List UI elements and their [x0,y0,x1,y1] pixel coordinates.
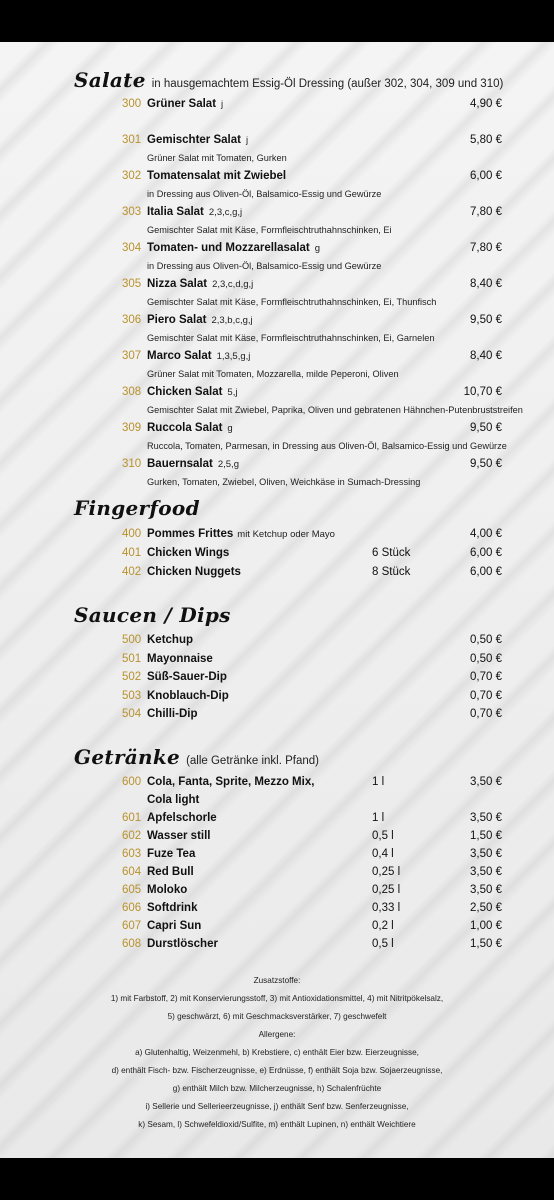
item-name [147,419,233,438]
item-name: Mayonnaise [147,652,213,665]
list-item [0,827,554,845]
list-item [0,525,554,543]
item-price: 1,50 € [470,938,502,950]
item-codes: 1,3,5,g,j [216,351,251,362]
list-item [0,203,554,221]
item-name-text: Grüner Salat [147,98,217,110]
item-description: Gurken, Tomaten, Zwiebel, Oliven, Weichkäse in Sumach-Dressing [147,477,421,487]
item-name-text: Tomaten- und Mozzarellasalat [147,242,310,254]
item-price: 0,50 € [470,652,502,665]
salate-header [74,68,503,92]
item-name-text: Chicken Wings [147,547,230,559]
list-item [0,563,554,581]
item-name [147,525,335,544]
item-name-text: Nizza Salat [147,278,208,290]
item-price: 8,40 € [470,350,502,362]
item-price: 0,70 € [470,708,502,720]
item-number: 504 [122,708,142,720]
item-quantity: 8 Stück [372,566,411,578]
item-number: 602 [122,830,142,842]
item-quantity: 6 Stück [372,547,411,559]
item-name: Fuze Tea [147,848,196,860]
footer-line: Allergene: [258,1030,296,1039]
item-price: 6,00 € [470,170,502,182]
item-codes: 2,3,b,c,g,j [211,315,253,326]
item-quantity: 0,4 l [372,848,394,860]
item-price: 0,70 € [470,689,502,702]
item-number: 501 [122,652,142,665]
item-name [147,311,253,330]
footer-line: a) Glutenhaltig, Weizenmehl, b) Krebstiere, c) enthält Eier bzw. Eierzeugnisse, [135,1048,419,1057]
item-name: Süß-Sauer-Dip [147,671,227,683]
footer-line: g) enthält Milch bzw. Milcherzeugnisse, h) Schalenfrüchte [172,1084,382,1093]
item-number: 607 [122,920,142,932]
footer-line: 1) mit Farbstoff, 2) mit Konservierungsstoff, 3) mit Antioxidationsmittel, 4) mit Nitritpökelsalz, [110,994,444,1003]
item-name: Knoblauch-Dip [147,689,229,702]
item-price: 6,00 € [470,547,502,559]
item-quantity: 0,5 l [372,938,394,950]
item-number: 606 [122,902,142,914]
item-name [147,203,242,222]
item-name [147,239,320,258]
salate-title: Salate [74,68,146,92]
saucen-header [74,603,231,627]
item-quantity: 1 l [372,812,385,824]
item-number: 502 [122,671,142,683]
item-name-text: Marco Salat [147,350,212,362]
getraenke-note: (alle Getränke inkl. Pfand) [186,755,320,767]
item-name [147,275,253,294]
item-description: Gemischter Salat mit Zwiebel, Paprika, Oliven und gebratenen Hähnchen-Putenbruststreifen [147,405,523,415]
list-item [0,705,554,723]
item-codes: 2,3,c,d,g,j [212,279,254,290]
item-name: Ketchup [147,634,193,646]
item-price: 3,50 € [470,848,502,860]
item-number: 304 [122,242,142,254]
item-price: 10,70 € [463,386,502,398]
item-name [147,544,229,562]
item-name: Durstlöscher [147,938,218,950]
item-price: 3,50 € [470,776,502,788]
item-name-text: Ruccola Salat [147,422,223,434]
item-name: Cola, Fanta, Sprite, Mezzo Mix, [147,776,315,788]
item-name-text: Bauernsalat [147,458,213,470]
list-item [0,239,554,257]
item-quantity: 0,33 l [372,902,401,914]
item-codes: 2,5,g [217,459,239,470]
item-quantity: 0,25 l [372,866,401,878]
list-item [0,95,554,113]
item-number: 308 [122,386,142,398]
item-price: 0,70 € [470,671,502,683]
item-number: 503 [122,689,142,702]
item-name-text: Chicken Salat [147,386,223,398]
item-price: 7,80 € [470,206,502,218]
item-number: 301 [122,134,142,146]
item-codes: g [227,423,233,434]
list-item [0,131,554,149]
item-number: 303 [122,206,142,218]
item-name: Capri Sun [147,920,202,932]
item-description: Grüner Salat mit Tomaten, Gurken [147,153,287,163]
item-price: 3,50 € [470,866,502,878]
item-number: 605 [122,884,142,896]
list-item [0,809,554,827]
item-price: 9,50 € [470,422,502,434]
item-name [147,383,237,402]
item-description: in Dressing aus Oliven-Öl, Balsamico-Essig und Gewürze [147,189,382,199]
item-name: Chilli-Dip [147,708,198,720]
item-number: 400 [122,528,142,540]
item-name [147,131,248,150]
salate-note: in hausgemachtem Essig-Öl Dressing (außer 302, 304, 309 und 310) [151,78,504,90]
item-number: 302 [122,170,142,182]
item-price: 1,00 € [470,920,502,932]
item-price: 9,50 € [470,314,502,326]
item-name: Red Bull [147,866,194,878]
item-name [147,167,286,185]
item-name [147,347,250,366]
list-item [0,687,554,705]
list-item [0,275,554,293]
item-codes: j [221,99,224,110]
list-item [0,935,554,953]
item-side-note: mit Ketchup oder Mayo [237,529,335,540]
item-description: Gemischter Salat mit Käse, Formfleischtruthahnschinken, Ei [147,225,392,235]
list-item [0,773,554,791]
item-quantity: 1 l [372,776,385,788]
item-number: 307 [122,350,142,362]
list-item [0,899,554,917]
saucen-title: Saucen / Dips [74,603,231,627]
item-name-continued: Cola light [147,794,200,806]
list-item [0,650,554,668]
item-name-text: Pommes Frittes [147,528,234,540]
item-name: Apfelschorle [147,812,217,824]
fingerfood-header [74,496,200,520]
item-quantity: 0,25 l [372,884,401,896]
footer-line: k) Sesam, l) Schwefeldioxid/Sulfite, m) enthält Lupinen, n) enthält Weichtiere [138,1120,416,1129]
item-name: Wasser still [147,830,211,842]
item-price: 4,00 € [470,528,502,540]
item-number: 500 [122,634,142,646]
item-codes: g [314,243,321,254]
item-name [147,95,223,114]
list-item [0,455,554,473]
item-number: 306 [122,314,142,326]
getraenke-title: Getränke [74,745,181,769]
item-number: 608 [122,938,142,950]
list-item [0,668,554,686]
item-name-text: Piero Salat [147,314,207,326]
list-item [0,881,554,899]
footer-line: Zusatzstoffe: [253,976,301,985]
allergen-footer [0,972,554,1134]
item-number: 600 [122,776,142,788]
item-price: 8,40 € [470,278,502,290]
item-price: 5,80 € [470,134,502,146]
footer-line: d) enthält Fisch- bzw. Fischerzeugnisse, e) Erdnüsse, f) enthält Soja bzw. Sojaerzeugnisse, [111,1066,443,1075]
item-name [147,563,241,581]
item-description: Gemischter Salat mit Käse, Formfleischtruthahnschinken, Ei, Garnelen [147,333,435,343]
item-price: 6,00 € [470,566,502,578]
list-item [0,544,554,562]
item-name-text: Chicken Nuggets [147,566,241,578]
item-description: in Dressing aus Oliven-Öl, Balsamico-Essig und Gewürze [147,261,382,271]
item-price: 2,50 € [470,902,502,914]
item-quantity: 0,5 l [372,830,394,842]
item-price: 7,80 € [470,242,502,254]
item-price: 3,50 € [470,812,502,824]
item-name-text: Italia Salat [147,206,204,218]
item-description: Grüner Salat mit Tomaten, Mozzarella, milde Peperoni, Oliven [147,369,399,379]
item-number: 401 [122,547,142,559]
list-item [0,917,554,935]
footer-line: i) Sellerie und Sellerieerzeugnisse, j) enthält Senf bzw. Senferzeugnisse, [145,1102,409,1111]
item-price: 1,50 € [470,830,502,842]
item-price: 0,50 € [470,634,502,646]
item-name-text: Tomatensalat mit Zwiebel [147,170,287,182]
item-codes: j [245,135,249,146]
item-price: 9,50 € [470,458,502,470]
list-item [0,383,554,401]
fingerfood-title: Fingerfood [74,496,200,520]
list-item [0,845,554,863]
item-codes: 5,j [227,387,238,398]
item-name: Moloko [147,884,188,896]
list-item [0,419,554,437]
item-price: 3,50 € [470,884,502,896]
item-name [147,455,239,474]
item-number: 309 [122,422,142,434]
footer-line: 5) geschwärzt, 6) mit Geschmacksverstärker, 7) geschwefelt [167,1012,387,1021]
item-number: 601 [122,812,142,824]
item-price: 4,90 € [470,98,502,110]
list-item [0,347,554,365]
item-description: Ruccola, Tomaten, Parmesan, in Dressing aus Oliven-Öl, Balsamico-Essig und Gewürze [147,441,507,451]
item-name: Softdrink [147,902,198,914]
item-codes: 2,3,c,g,j [208,207,243,218]
item-quantity: 0,2 l [372,920,394,932]
item-number: 305 [122,278,142,290]
item-name-text: Gemischter Salat [147,134,241,146]
list-item [0,863,554,881]
item-description: Gemischter Salat mit Käse, Formfleischtruthahnschinken, Ei, Thunfisch [147,297,437,307]
list-item [0,167,554,185]
item-number: 603 [122,848,142,860]
item-number: 402 [122,566,142,578]
getraenke-header [74,745,319,769]
menu-page [0,42,554,1158]
list-item [0,631,554,649]
item-number: 310 [122,458,142,470]
item-number: 604 [122,866,142,878]
item-number: 300 [122,98,142,110]
list-item [0,311,554,329]
